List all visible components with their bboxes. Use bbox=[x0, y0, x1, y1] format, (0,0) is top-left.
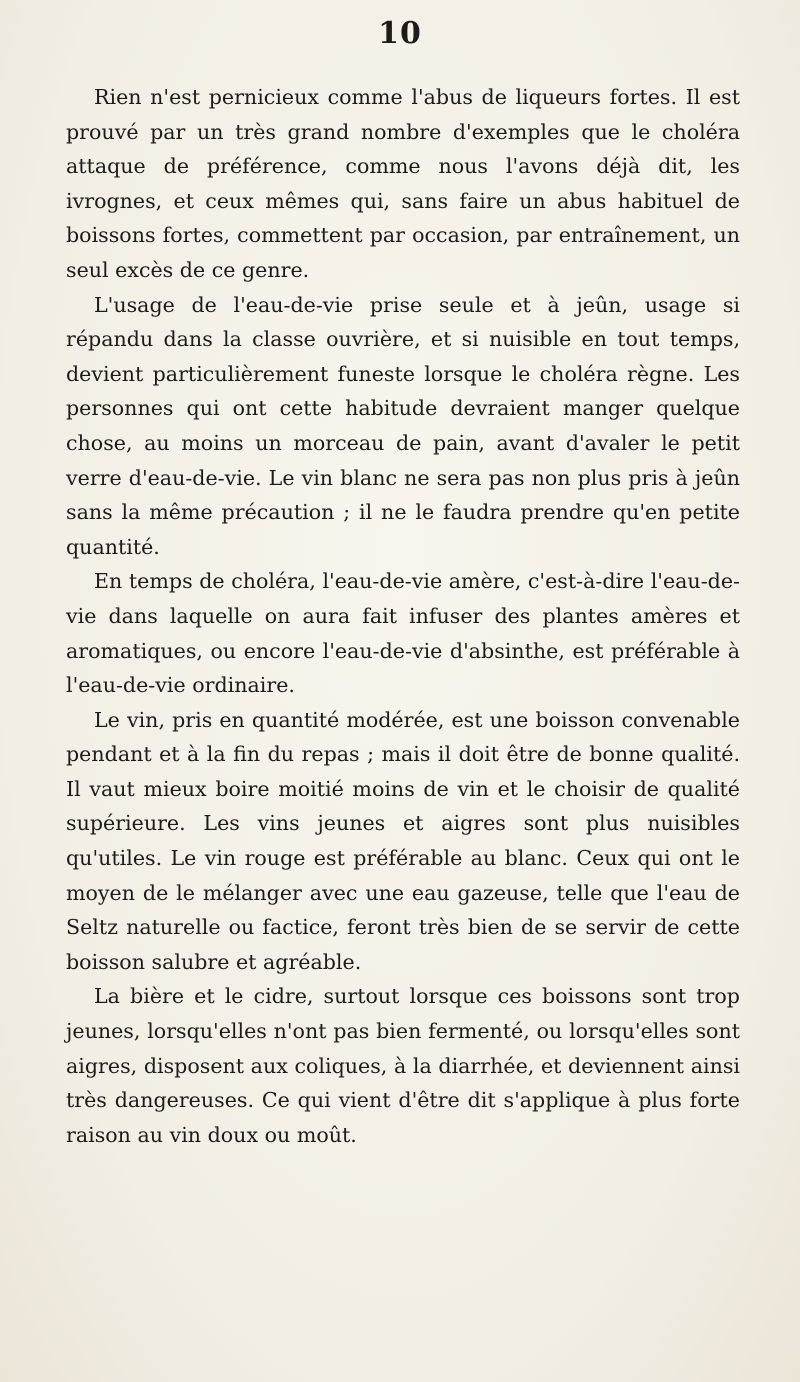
paragraph-eau-de-vie-a-jeun: L'usage de l'eau-de-vie prise seule et à jeûn, usage si répandu dans la classe ouvrière, et si nuisible en tout temps, devient particulièrement funeste lorsque le choléra règne. Les personnes qui ont cette habitude devraient manger quelque chose, au moins un morceau de pain, avant d'avaler le petit verre d'eau-de-vie. Le vin blanc ne sera pas non plus pris à jeûn sans la même précaution ; il ne le faudra prendre qu'en petite quantité. bbox=[66, 292, 740, 559]
body-text bbox=[66, 80, 740, 1152]
paragraph-vin: Le vin, pris en quantité modérée, est une boisson convenable pendant et à la fin du repas ; mais il doit être de bonne qualité. Il vaut mieux boire moitié moins de vin et le choisir de qualité supérieure. Les vins jeunes et aigres sont plus nuisibles qu'utiles. Le vin rouge est préférable au blanc. Ceux qui ont le moyen de le mélanger avec une eau gazeuse, telle que l'eau de Seltz naturelle ou factice, feront très bien de se servir de cette boisson salubre et agréable. bbox=[66, 707, 740, 974]
paragraph-eau-de-vie-amere: En temps de choléra, l'eau-de-vie amère, c'est-à-dire l'eau-de-vie dans laquelle on aura fait infuser des plantes amères et aromatiques, ou encore l'eau-de-vie d'absinthe, est préférable à l'eau-de-vie ordinaire. bbox=[66, 569, 740, 698]
paragraph-liqueurs-fortes: Rien n'est pernicieux comme l'abus de liqueurs fortes. Il est prouvé par un très grand nombre d'exemples que le choléra attaque de préférence, comme nous l'avons déjà dit, les ivrognes, et ceux mêmes qui, sans faire un abus habituel de boissons fortes, commettent par occasion, par entraînement, un seul excès de ce genre. bbox=[66, 85, 740, 282]
page-number: 10 bbox=[378, 16, 422, 51]
paragraph-biere-cidre: La bière et le cidre, surtout lorsque ces boissons sont trop jeunes, lorsqu'elles n'ont pas bien fermenté, ou lorsqu'elles sont aigres, disposent aux coliques, à la diarrhée, et deviennent ainsi très dangereuses. Ce qui vient d'être dit s'applique à plus forte raison au vin doux ou moût. bbox=[66, 984, 740, 1147]
